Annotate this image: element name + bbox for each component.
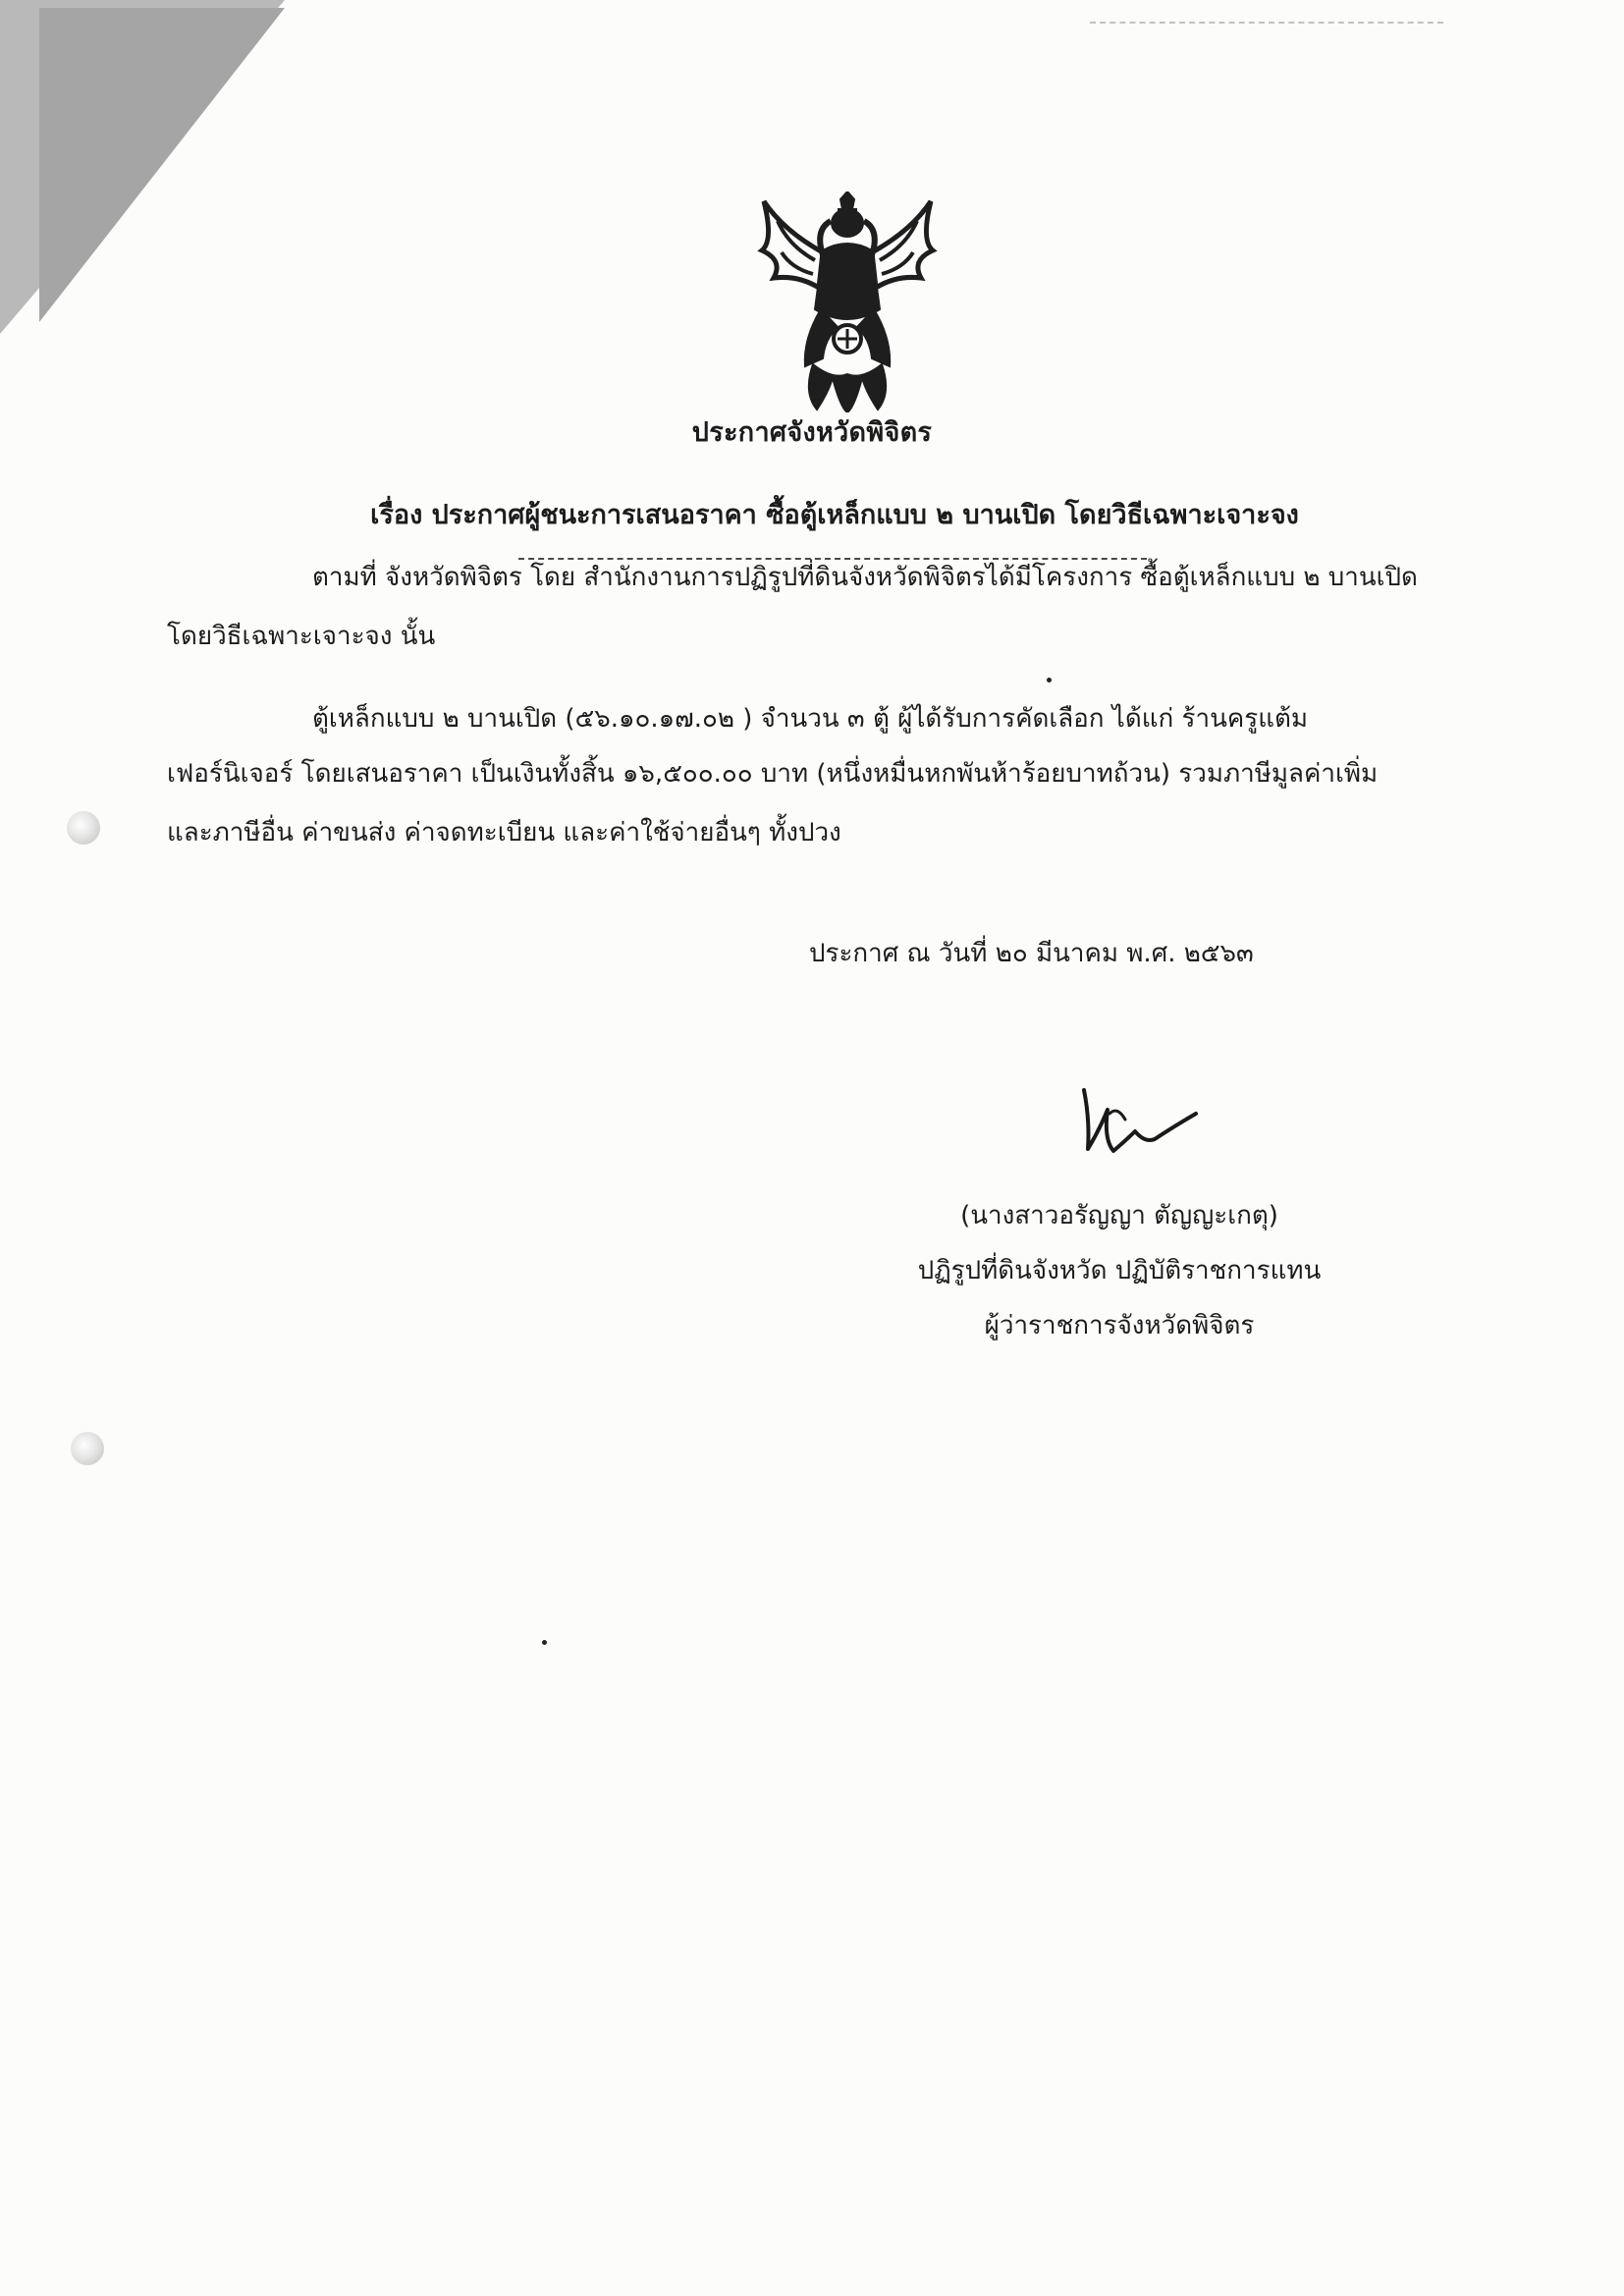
signature-block (884, 1188, 1355, 1353)
punch-hole (67, 811, 100, 845)
scan-speck (1047, 678, 1052, 683)
scan-artifact (1090, 22, 1443, 27)
signer-name: (นางสาวอรัญญา ตัญญะเกตุ) (960, 1201, 1278, 1230)
scan-speck (542, 1640, 547, 1645)
handwritten-signature-icon (1070, 1070, 1218, 1169)
folded-corner-shadow (39, 8, 285, 322)
paragraph-1-line-1: ตามที่ จังหวัดพิจิตร โดย สำนักงานการปฏิรูปที่ดินจังหวัดพิจิตรได้มีโครงการ ซื้อตู้เหล็กแบบ ๒ บานเปิด (312, 563, 1418, 592)
signer-authority: ผู้ว่าราชการจังหวัดพิจิตร (984, 1311, 1255, 1340)
paragraph-2-line-1: ตู้เหล็กแบบ ๒ บานเปิด (๕๖.๑๐.๑๗.๐๒ ) จำนวน ๓ ตู้ ผู้ได้รับการคัดเลือก ได้แก่ ร้านครูแต้ม (312, 704, 1308, 734)
punch-hole (71, 1432, 104, 1465)
document-title: ประกาศจังหวัดพิจิตร (691, 417, 933, 448)
document-subject: เรื่อง ประกาศผู้ชนะการเสนอราคา ซื้อตู้เหล็กแบบ ๒ บานเปิด โดยวิธีเฉพาะเจาะจง (370, 500, 1299, 530)
paragraph-1-line-2: โดยวิธีเฉพาะเจาะจง นั้น (167, 622, 436, 651)
paragraph-2-line-2: เฟอร์นิเจอร์ โดยเสนอราคา เป็นเงินทั้งสิ้น ๑๖,๕๐๐.๐๐ บาท (หนึ่งหมื่นหกพันห้าร้อยบาทถ้วน) รวมภาษีมูลค่าเพิ่ม (167, 759, 1379, 789)
signer-position: ปฏิรูปที่ดินจังหวัด ปฏิบัติราชการแทน (917, 1256, 1322, 1285)
paragraph-2-line-3: และภาษีอื่น ค่าขนส่ง ค่าจดทะเบียน และค่าใช้จ่ายอื่นๆ ทั้งปวง (167, 818, 841, 847)
garuda-emblem-icon (744, 191, 950, 412)
announcement-date: ประกาศ ณ วันที่ ๒๐ มีนาคม พ.ศ. ๒๕๖๓ (809, 939, 1254, 968)
